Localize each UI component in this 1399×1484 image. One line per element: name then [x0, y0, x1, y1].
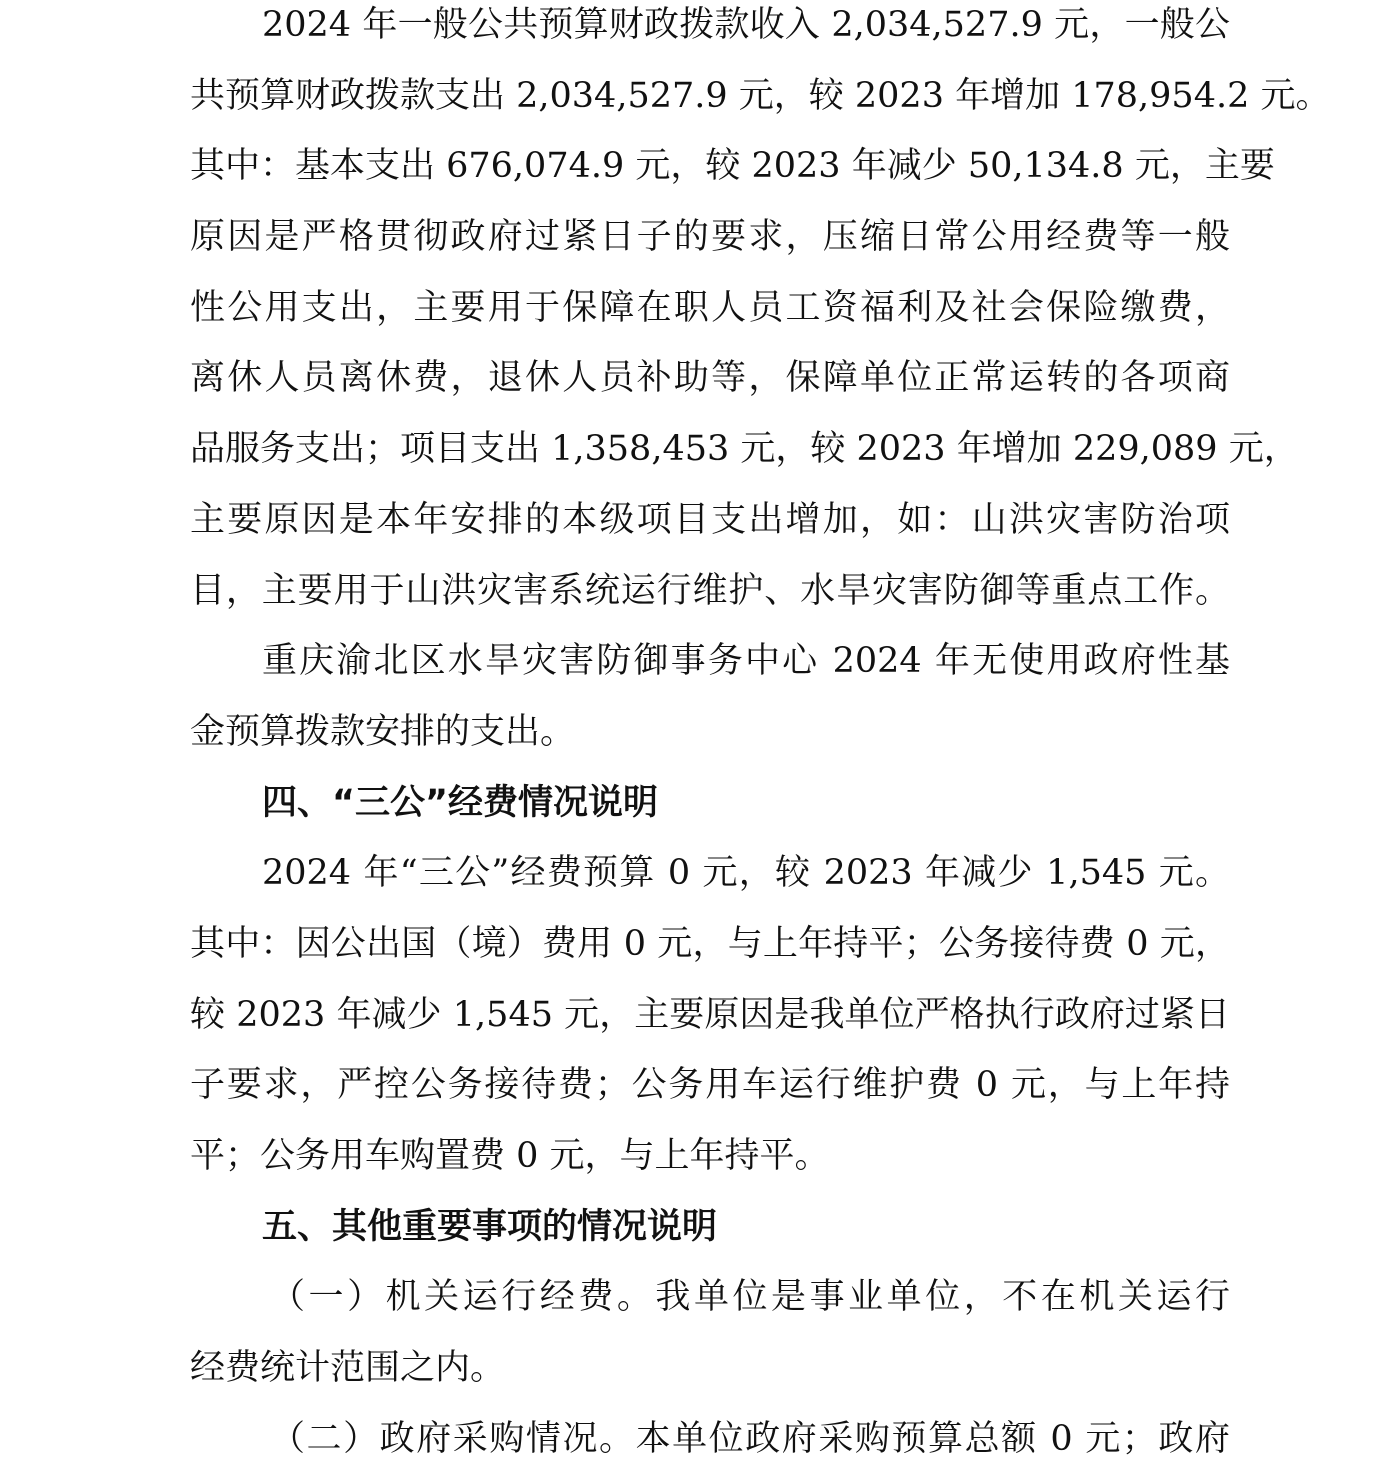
document-page [190, 0, 1331, 1484]
paragraph-line: 性公用支出，主要用于保障在职人员工资福利及社会保险缴费， [190, 287, 1230, 328]
paragraph-line: 2024 年一般公共预算财政拨款收入 2,034,527.9 元，一般公 [262, 5, 1230, 45]
paragraph-line: 其中：基本支出 676,074.9 元，较 2023 年减少 50,134.8 元，主要 [190, 146, 1275, 187]
section-heading: 四、“三公”经费情况说明 [262, 782, 659, 823]
paragraph-line: 主要原因是本年安排的本级项目支出增加，如：山洪灾害防治项 [190, 499, 1230, 540]
paragraph-line: 2024 年“三公”经费预算 0 元，较 2023 年减少 1,545 元。 [262, 853, 1230, 894]
paragraph-line: 重庆渝北区水旱灾害防御事务中心 2024 年无使用政府性基 [262, 641, 1230, 682]
paragraph-line: 品服务支出；项目支出 1,358,453 元，较 2023 年增加 229,089 元， [190, 429, 1299, 470]
paragraph-line: （二）政府采购情况。本单位政府采购预算总额 0 元；政府 [270, 1418, 1230, 1459]
paragraph-line: 目，主要用于山洪灾害系统运行维护、水旱灾害防御等重点工作。 [190, 570, 1230, 611]
paragraph-line: 经费统计范围之内。 [190, 1348, 506, 1389]
paragraph-line: 金预算拨款安排的支出。 [190, 711, 576, 752]
paragraph-line: 较 2023 年减少 1,545 元，主要原因是我单位严格执行政府过紧日 [190, 994, 1230, 1035]
paragraph-line: 共预算财政拨款支出 2,034,527.9 元，较 2023 年增加 178,954.2 元。 [190, 75, 1331, 116]
paragraph-line: 子要求，严控公务接待费；公务用车运行维护费 0 元，与上年持 [190, 1065, 1230, 1106]
paragraph-line: 平；公务用车购置费 0 元，与上年持平。 [190, 1136, 830, 1176]
paragraph-line: 其中：因公出国（境）费用 0 元，与上年持平；公务接待费 0 元， [190, 923, 1230, 964]
section-heading: 五、其他重要事项的情况说明 [262, 1206, 718, 1247]
paragraph-line: 离休人员离休费，退休人员补助等，保障单位正常运转的各项商 [190, 358, 1230, 399]
paragraph-line: 原因是严格贯彻政府过紧日子的要求，压缩日常公用经费等一般 [190, 217, 1230, 258]
paragraph-line: （一）机关运行经费。我单位是事业单位，不在机关运行 [270, 1277, 1230, 1318]
